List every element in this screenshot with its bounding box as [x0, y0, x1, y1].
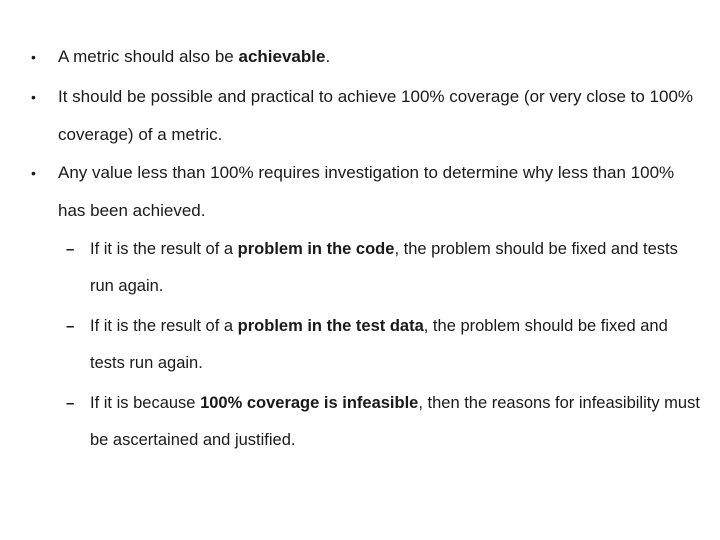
- bullet-achievable: [31, 38, 706, 76]
- bullet-text: A metric should also be achievable.: [58, 47, 331, 66]
- emphasis-problem-in-code: problem in the code: [237, 240, 395, 258]
- bullet-text: Any value less than 100% requires investigation to determine why less than 100% has been achieved.: [58, 163, 675, 220]
- sub-bullet-text: If it is because 100% coverage is infeasible, then the reasons for infeasibility must be ascertained and justified.: [90, 394, 700, 449]
- sub-bullet-test-data-problem: [66, 308, 702, 382]
- sub-bullet-marker: –: [66, 395, 75, 412]
- sub-bullet-infeasible: [66, 385, 702, 459]
- sub-bullet-marker: –: [66, 241, 75, 258]
- bullet-marker: •: [31, 165, 36, 181]
- bullet-marker: •: [31, 49, 36, 65]
- sub-bullet-text: If it is the result of a problem in the code, the problem should be fixed and tests run again.: [90, 240, 678, 295]
- emphasis-problem-in-test-data: problem in the test data: [237, 317, 424, 335]
- emphasis-achievable: achievable: [238, 47, 326, 66]
- sub-bullet-text: If it is the result of a problem in the test data, the problem should be fixed and tests run again.: [90, 317, 668, 372]
- sub-bullet-marker: –: [66, 318, 75, 335]
- emphasis-coverage-infeasible: 100% coverage is infeasible: [200, 394, 419, 412]
- sub-bullet-code-problem: [66, 231, 702, 305]
- bullet-possible-practical: [31, 78, 706, 154]
- bullet-marker: •: [31, 89, 36, 105]
- bullet-less-than-100: [31, 154, 706, 230]
- bullet-text: It should be possible and practical to achieve 100% coverage (or very close to 100% coverage) of a metric.: [58, 87, 694, 144]
